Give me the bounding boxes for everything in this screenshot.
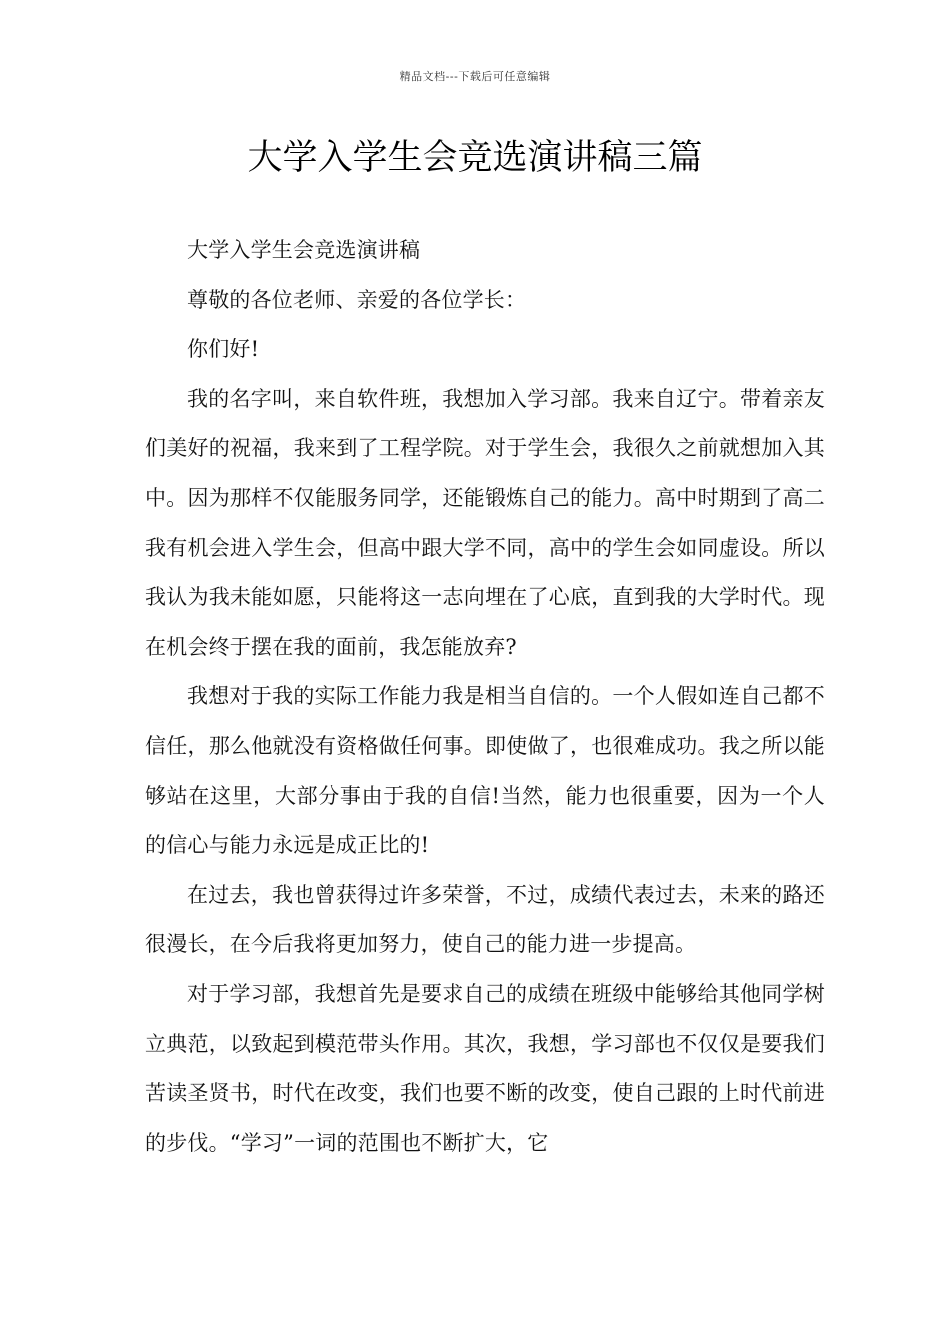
header-note: 精品文档---下载后可任意编辑 xyxy=(399,70,551,83)
body-paragraph: 我想对于我的实际工作能力我是相当自信的。一个人假如连自己都不信任，那么他就没有资格做任何事。即使做了，也很难成功。我之所以能够站在这里，大部分事由于我的自信!当然，能力也很重要，因为一个人的信心与能力永远是成正比的! xyxy=(145,684,825,858)
body-paragraph: 我的名字叫，来自软件班，我想加入学习部。我来自辽宁。带着亲友们美好的祝福，我来到了工程学院。对于学生会，我很久之前就想加入其中。因为那样不仅能服务同学，还能锻炼自己的能力。高中时期到了高二我有机会进入学生会，但高中跟大学不同，高中的学生会如同虚设。所以我认为我未能如愿，只能将这一志向埋在了心底，直到我的大学时代。现在机会终于摆在我的面前，我怎能放弃? xyxy=(145,386,825,659)
subtitle-paragraph: 大学入学生会竞选演讲稿 xyxy=(187,238,421,262)
document-title: 大学入学生会竞选演讲稿三篇 xyxy=(247,138,703,178)
document-body xyxy=(145,226,825,1168)
salutation-paragraph: 尊敬的各位老师、亲爱的各位学长： xyxy=(187,287,527,312)
body-paragraph: 在过去，我也曾获得过许多荣誉，不过，成绩代表过去，未来的路还很漫长，在今后我将更加努力，使自己的能力进一步提高。 xyxy=(145,882,825,957)
greeting-paragraph: 你们好! xyxy=(187,337,260,362)
body-paragraph: 对于学习部，我想首先是要求自己的成绩在班级中能够给其他同学树立典范，以致起到模范带头作用。其次，我想，学习部也不仅仅是要我们苦读圣贤书，时代在改变，我们也要不断的改变，使自己跟的上时代前进的步伐。“学习”一词的范围也不断扩大，它 xyxy=(145,981,825,1155)
